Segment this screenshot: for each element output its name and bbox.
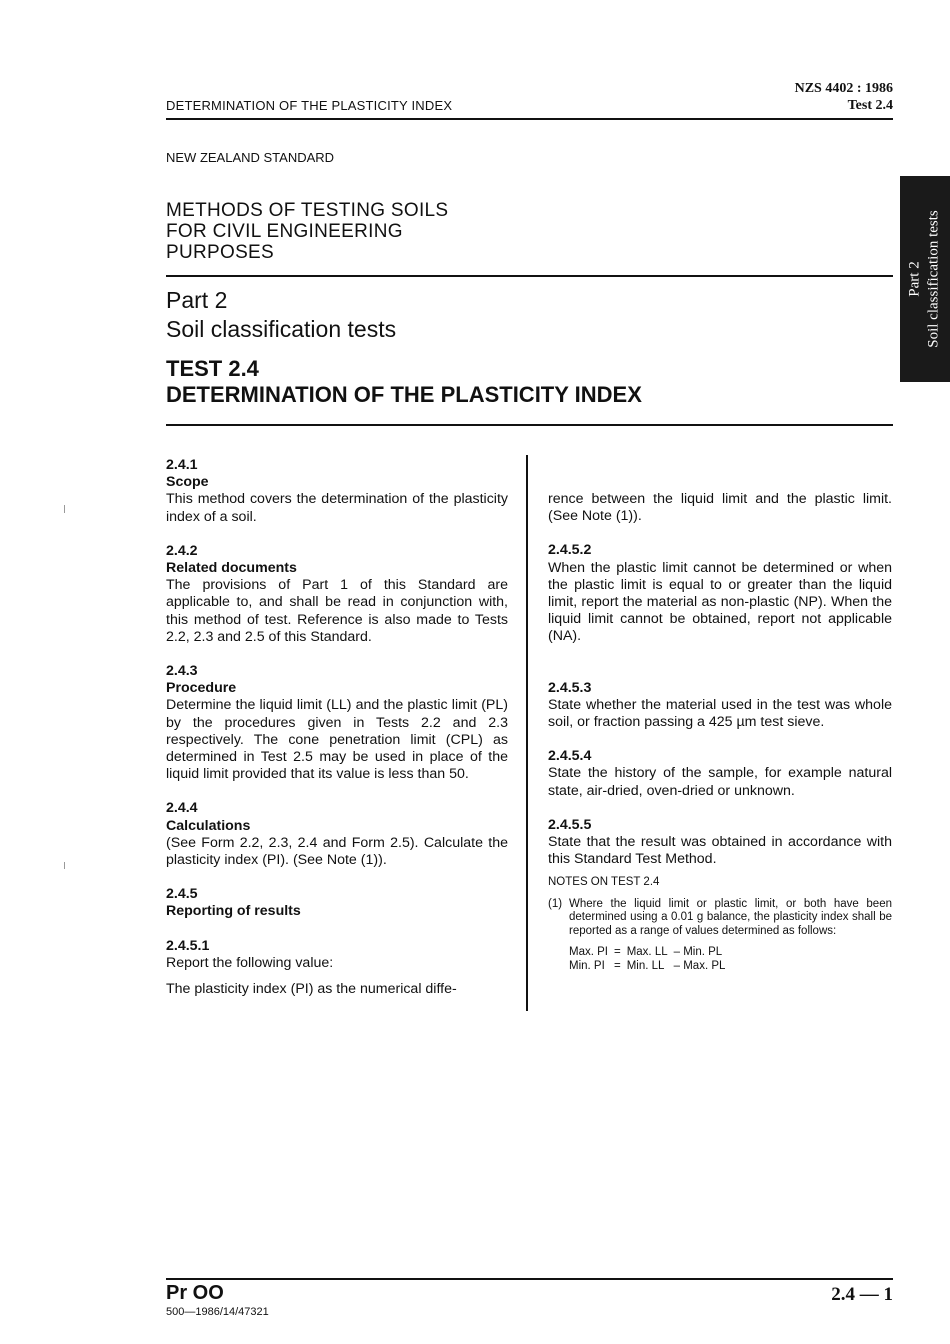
formula-term: Min. LL [626, 960, 665, 973]
series-title-line: PURPOSES [166, 242, 274, 263]
note-1 [548, 898, 892, 939]
section-2-4-5 [166, 886, 508, 920]
test-heading [166, 356, 642, 408]
section-number: 2.4.3 [166, 663, 198, 680]
side-tab-title: Soil classification tests [926, 210, 943, 348]
formula-eq: = [613, 960, 621, 973]
section-2-4-2 [166, 543, 508, 646]
note-text: Where the liquid limit or plastic limit, or both have been determined using a 0.01 g balance, the plasticity index shall be reported as a range of values determined as follows: [569, 897, 892, 937]
left-column [166, 457, 508, 998]
section-rule [166, 424, 893, 426]
footer-code: Pr OO [166, 1282, 224, 1304]
formula-row [569, 960, 731, 974]
section-2-4-5-4 [548, 748, 892, 800]
section-number: 2.4.2 [166, 542, 198, 559]
section-heading: Scope [166, 474, 209, 491]
section-heading: Reporting of results [166, 903, 301, 920]
scan-mark [64, 862, 65, 869]
nz-standard-label: NEW ZEALAND STANDARD [166, 150, 335, 165]
formula-term: – Max. PL [673, 960, 726, 973]
formula-term: Max. LL [626, 946, 668, 959]
section-body: Determine the liquid limit (LL) and the plastic limit (PL) by the procedures given in Tests 2.2 and 2.3 respectively. The cone penetration limit (CPL) as determined in Test 2.5 may be used in place of the liquid limit provided that its value is less than 50. [166, 697, 508, 783]
section-body: rence between the liquid limit and the plastic limit. (See Note (1)). [548, 491, 892, 525]
footer-rule [166, 1278, 893, 1280]
section-body: When the plastic limit cannot be determined or when the plastic limit is equal to or greater than the liquid limit, report the material as non-plastic (NP). When the liquid limit cannot be obtained, report not applicable (NA). [548, 559, 892, 645]
standard-number: NZS 4402 : 1986 [794, 81, 893, 96]
section-2-4-4 [166, 800, 508, 869]
section-number: 2.4.5.2 [548, 542, 592, 559]
column-divider [526, 455, 528, 1011]
section-number: 2.4.4 [166, 800, 198, 817]
header-rule [166, 118, 893, 120]
note-number: (1) [548, 897, 563, 910]
part-heading [166, 286, 396, 344]
notes-title: NOTES ON TEST 2.4 [548, 876, 660, 889]
formula-lhs: Min. PI [569, 960, 605, 973]
section-2-4-5-1 [166, 938, 508, 999]
section-2-4-5-5 [548, 817, 892, 869]
section-body: State whether the material used in the test was whole soil, or fraction passing a 425 µm test sieve. [548, 696, 892, 731]
plasticity-formula [569, 946, 731, 973]
side-tab-part: Part 2 [907, 261, 924, 297]
title-rule [166, 275, 893, 277]
section-heading: Procedure [166, 680, 237, 697]
section-number: 2.4.5.3 [548, 679, 592, 696]
formula-row [569, 946, 731, 960]
section-body: State the history of the sample, for example natural state, air-dried, oven-dried or unknown. [548, 765, 892, 799]
series-title-line: FOR CIVIL ENGINEERING [166, 221, 403, 242]
part-title: Soil classification tests [166, 316, 397, 342]
section-2-4-1 [166, 457, 508, 526]
side-tab [900, 176, 950, 382]
formula-lhs: Max. PI [569, 946, 608, 959]
formula-eq: = [613, 946, 621, 959]
section-number: 2.4.5.1 [166, 937, 210, 954]
right-column [548, 491, 892, 974]
series-title-line: METHODS OF TESTING SOILS [166, 200, 449, 221]
section-number: 2.4.5.5 [548, 816, 592, 833]
test-title: DETERMINATION OF THE PLASTICITY INDEX [166, 382, 642, 407]
section-2-4-5-3 [548, 680, 892, 732]
print-reference: 500—1986/14/47321 [166, 1306, 269, 1318]
test-number: Test 2.4 [847, 98, 893, 113]
section-number: 2.4.5.4 [548, 748, 592, 765]
section-heading: Calculations [166, 817, 251, 834]
section-2-4-5-1-continued [548, 491, 892, 525]
section-number: 2.4.1 [166, 457, 198, 473]
series-title [166, 200, 448, 263]
section-number: 2.4.5 [166, 886, 198, 903]
test-label: TEST 2.4 [166, 356, 259, 381]
page-number: 2.4 — 1 [831, 1284, 893, 1305]
part-label: Part 2 [166, 287, 228, 313]
section-body: (See Form 2.2, 2.3, 2.4 and Form 2.5). Calculate the plasticity index (PI). (See Note (1)). [166, 834, 508, 869]
section-2-4-3 [166, 663, 508, 783]
running-title: DETERMINATION OF THE PLASTICITY INDEX [166, 98, 453, 113]
scan-mark [64, 505, 65, 513]
standard-reference [795, 80, 893, 114]
section-body: State that the result was obtained in accordance with this Standard Test Method. [548, 834, 892, 868]
section-body: The provisions of Part 1 of this Standard are applicable to, and shall be read in conjunction with, this method of test. Reference is also made to Tests 2.2, 2.3 and 2.5 of this Standard. [166, 577, 508, 645]
section-body: This method covers the determination of the plasticity index of a soil. [166, 491, 508, 525]
section-2-4-5-2 [548, 542, 892, 645]
section-heading: Related documents [166, 560, 297, 577]
section-body: Report the following value: [166, 954, 334, 971]
formula-term: – Min. PL [673, 946, 723, 959]
section-body: The plasticity index (PI) as the numerical diffe- [166, 981, 457, 998]
